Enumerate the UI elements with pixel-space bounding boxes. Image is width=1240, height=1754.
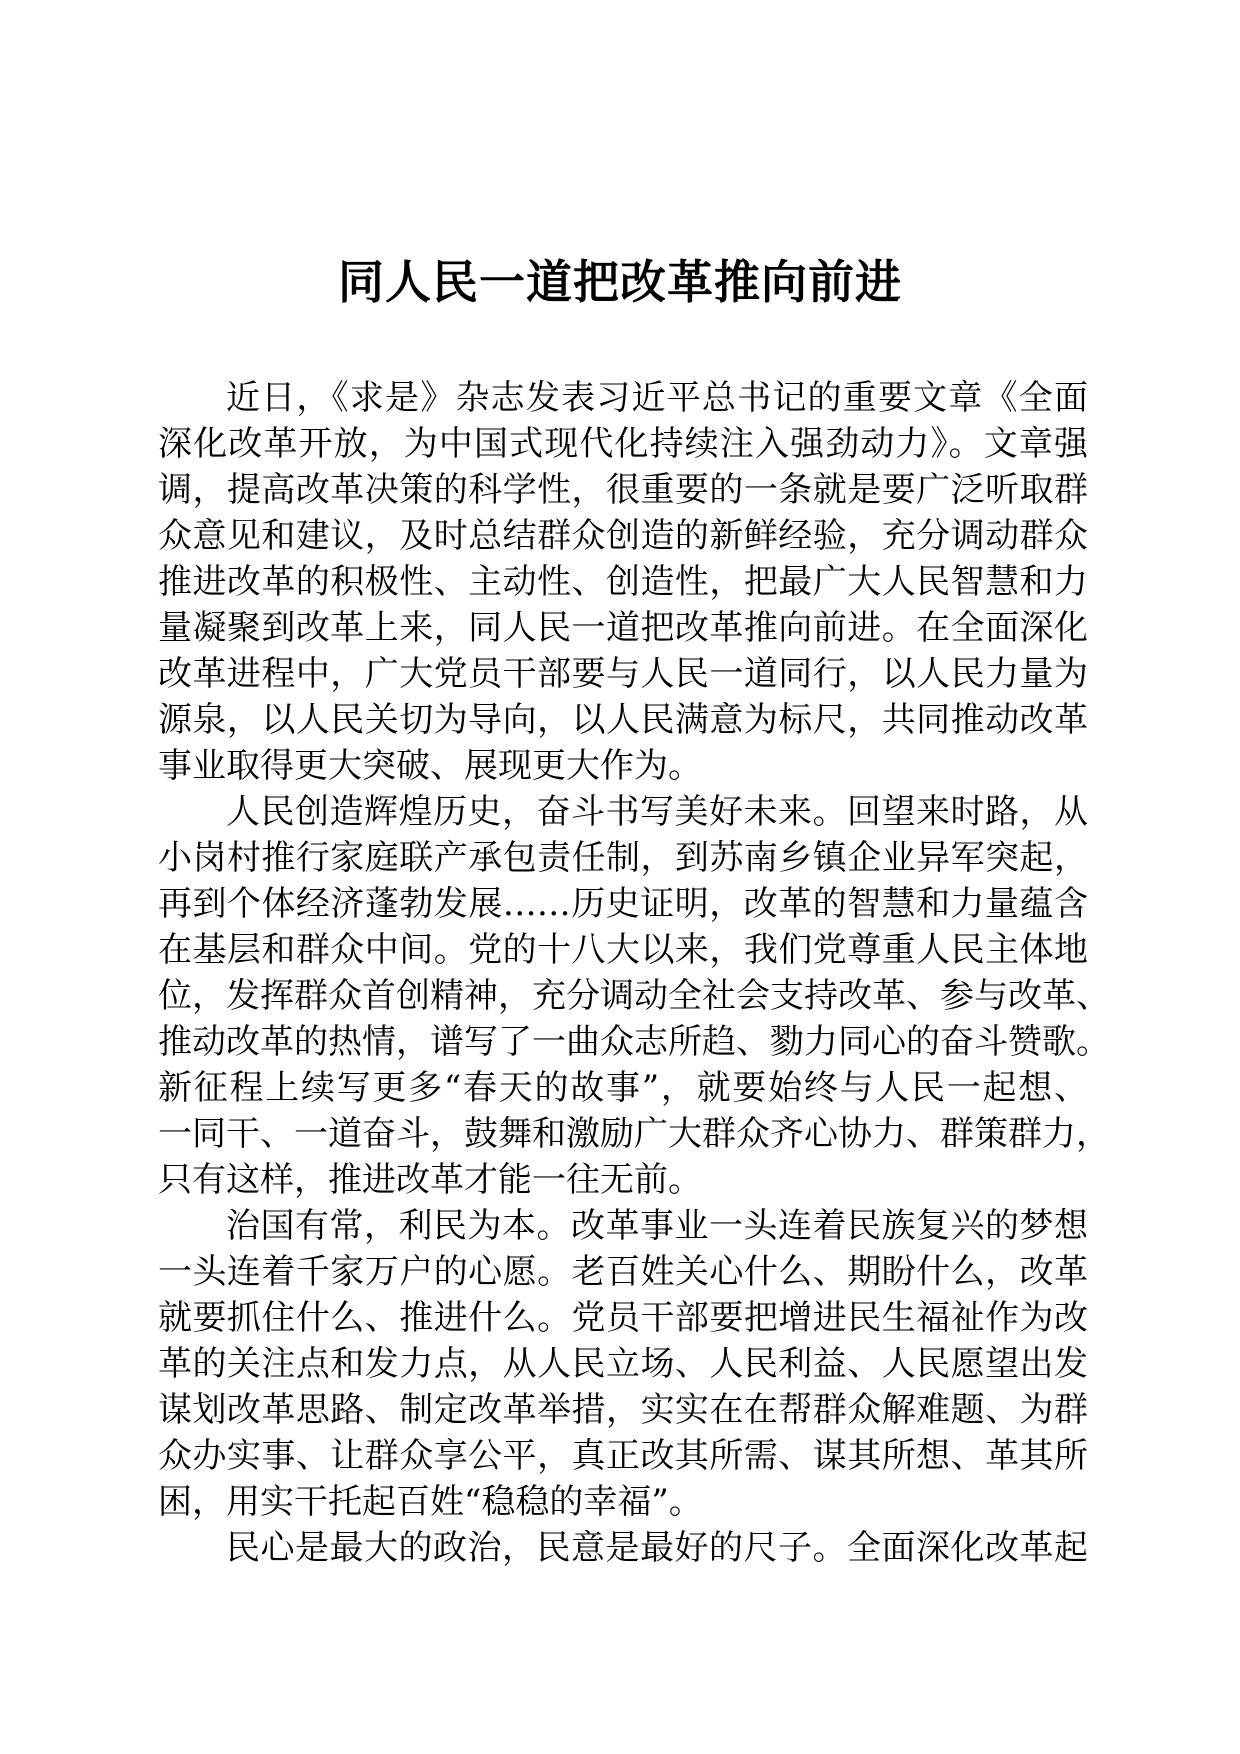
text-line: 革的关注点和发力点，从人民立场、人民利益、人民愿望出发 bbox=[158, 1344, 1088, 1384]
paragraph-3 bbox=[158, 1203, 1088, 1525]
text-line: 量凝聚到改革上来，同人民一道把改革推向前进。在全面深化 bbox=[158, 608, 1088, 648]
document-body bbox=[158, 375, 1110, 1571]
text-line: 在基层和群众中间。党的十八大以来，我们党尊重人民主体地 bbox=[158, 930, 1088, 970]
text-line: 深化改革开放，为中国式现代化持续注入强劲动力》。文章强 bbox=[158, 424, 1088, 464]
text-line: 人民创造辉煌历史，奋斗书写美好未来。回望来时路，从 bbox=[226, 792, 1088, 832]
text-line: 推进改革的积极性、主动性、创造性，把最广大人民智慧和力 bbox=[158, 562, 1088, 602]
text-line: 再到个体经济蓬勃发展……历史证明，改革的智慧和力量蕴含 bbox=[158, 884, 1088, 924]
text-line: 改革进程中，广大党员干部要与人民一道同行，以人民力量为 bbox=[158, 654, 1088, 694]
document-title: 同人民一道把改革推向前进 bbox=[338, 255, 902, 309]
paragraph-4 bbox=[158, 1525, 1088, 1571]
text-line: 只有这样，推进改革才能一往无前。 bbox=[158, 1160, 702, 1200]
paragraph-2 bbox=[158, 789, 1110, 1203]
text-line: 推动改革的热情，谱写了一曲众志所趋、勠力同心的奋斗赞歌。 bbox=[158, 1022, 1110, 1062]
text-line: 就要抓住什么、推进什么。党员干部要把增进民生福祉作为改 bbox=[158, 1298, 1088, 1338]
text-line: 一头连着千家万户的心愿。老百姓关心什么、期盼什么，改革 bbox=[158, 1252, 1088, 1292]
text-line: 民心是最大的政治，民意是最好的尺子。全面深化改革起 bbox=[226, 1528, 1088, 1568]
text-line: 谋划改革思路、制定改革举措，实实在在帮群众解难题、为群 bbox=[158, 1390, 1088, 1430]
text-line: 位，发挥群众首创精神，充分调动全社会支持改革、参与改革、 bbox=[158, 976, 1110, 1016]
text-line: 众办实事、让群众享公平，真正改其所需、谋其所想、革其所 bbox=[158, 1436, 1088, 1476]
text-line: 近日，《求是》杂志发表习近平总书记的重要文章《全面 bbox=[226, 378, 1088, 418]
text-line: 新征程上续写更多“春天的故事”，就要始终与人民一起想、 bbox=[158, 1068, 1088, 1108]
paragraph-1 bbox=[158, 375, 1088, 789]
text-line: 一同干、一道奋斗，鼓舞和激励广大群众齐心协力、群策群力， bbox=[158, 1114, 1110, 1154]
text-line: 困，用实干托起百姓“稳稳的幸福”。 bbox=[158, 1482, 703, 1522]
text-line: 小岗村推行家庭联产承包责任制，到苏南乡镇企业异军突起， bbox=[158, 838, 1088, 878]
text-line: 事业取得更大突破、展现更大作为。 bbox=[158, 746, 702, 786]
text-line: 众意见和建议，及时总结群众创造的新鲜经验，充分调动群众 bbox=[158, 516, 1088, 556]
text-line: 源泉，以人民关切为导向，以人民满意为标尺，共同推动改革 bbox=[158, 700, 1088, 740]
text-line: 调，提高改革决策的科学性，很重要的一条就是要广泛听取群 bbox=[158, 470, 1088, 510]
text-line: 治国有常，利民为本。改革事业一头连着民族复兴的梦想 bbox=[226, 1206, 1088, 1246]
